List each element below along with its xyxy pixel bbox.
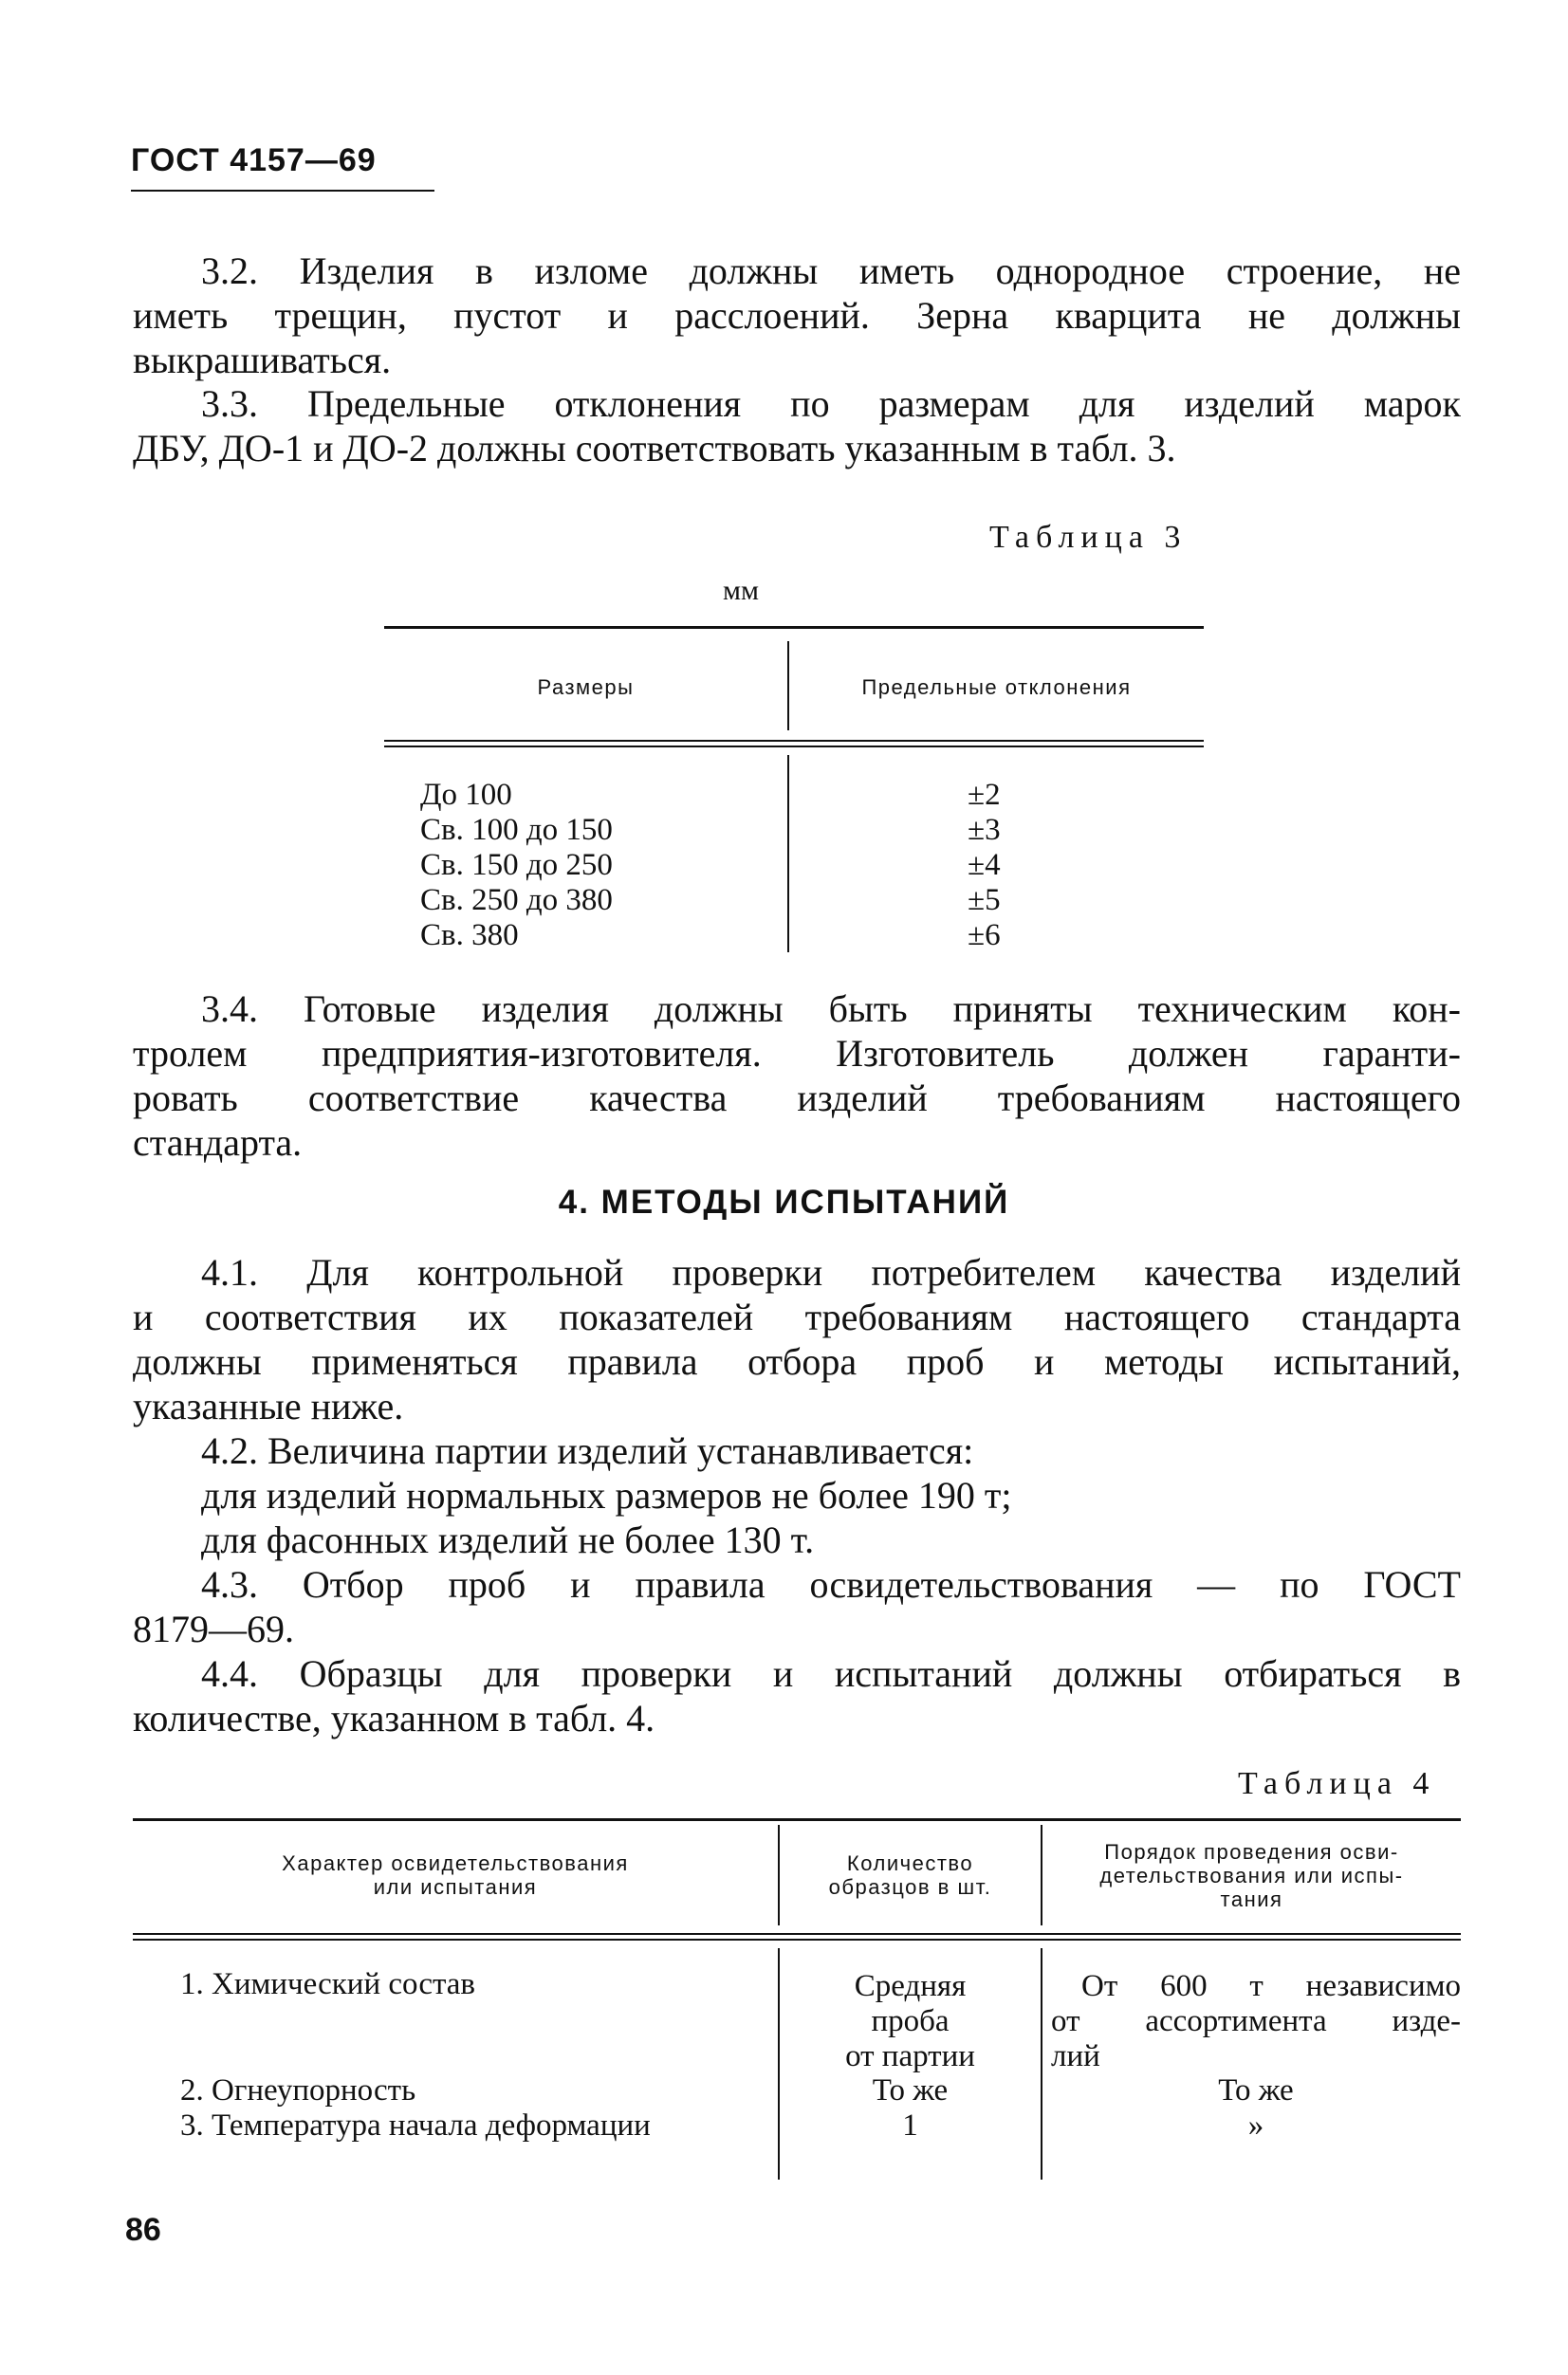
header-line: Характер освидетельствования: [282, 1851, 629, 1875]
cell-line: от партии: [845, 2039, 975, 2073]
table4-top-rule: [133, 1818, 1461, 1821]
table4-order: »: [1247, 2108, 1264, 2143]
text-line: и соответствия их показателей требованиям настоящего стандарта: [133, 1296, 1461, 1338]
text-line: 4.4. Образцы для проверки и испытаний должны отбираться в: [201, 1652, 1461, 1695]
text-line: 3.3. Предельные отклонения по размерам для изделий марок: [201, 382, 1461, 425]
text-line: для изделий нормальных размеров не более 190 т;: [201, 1474, 1012, 1517]
table4-header-rule-b: [133, 1939, 1461, 1941]
header-line: или испытания: [373, 1875, 538, 1899]
paragraph-4-4: [133, 1651, 1461, 1740]
text-line: 3.4. Готовые изделия должны быть приняты техническим кон-: [201, 987, 1461, 1030]
table3-header-sizes: Размеры: [537, 675, 635, 699]
table3-tolerance: ±3: [968, 813, 1001, 847]
table3-row: Св. 250 до 380: [420, 883, 613, 917]
table4-body-divider-2: [1041, 1948, 1042, 2180]
paragraph-3-3: [133, 381, 1461, 470]
table3-row: Св. 100 до 150: [420, 813, 613, 847]
table4-header-order: [1042, 1840, 1461, 1911]
table4-header-test: [133, 1851, 778, 1899]
header-line: тания: [1220, 1887, 1283, 1911]
section-heading: 4. МЕТОДЫ ИСПЫТАНИЙ: [558, 1184, 1010, 1221]
cell-line: Средняя: [854, 1969, 967, 2003]
page-number: 86: [125, 2212, 161, 2248]
table3-tolerance: ±6: [968, 918, 1001, 952]
table3-tolerance: ±2: [968, 778, 1001, 812]
table4-order: То же: [1218, 2073, 1294, 2108]
text-line: 8179—69.: [133, 1608, 294, 1650]
text-line: 4.2. Величина партии изделий устанавливается:: [201, 1429, 974, 1472]
table3-tolerance: ±5: [968, 883, 1001, 917]
text-line: количестве, указанном в табл. 4.: [133, 1697, 655, 1740]
table3-row: Св. 150 до 250: [420, 848, 613, 882]
table4-header-rule-a: [133, 1933, 1461, 1935]
paragraph-3-2: [133, 249, 1461, 382]
table3-top-rule: [384, 626, 1204, 629]
text-line: указанные ниже.: [133, 1385, 404, 1427]
table3-header-rule-a: [384, 740, 1204, 742]
text-line: 4.3. Отбор проб и правила освидетельствования — по ГОСТ: [201, 1563, 1461, 1606]
text-line: должны применяться правила отбора проб и методы испытаний,: [133, 1340, 1461, 1383]
text-line: для фасонных изделий не более 130 т.: [201, 1519, 815, 1561]
table3-row: До 100: [420, 778, 512, 812]
table3-header-rule-b: [384, 746, 1204, 747]
table4-header-quantity: [780, 1851, 1041, 1899]
table4-order: [1051, 1969, 1461, 2074]
document-header: ГОСТ 4157—69: [131, 142, 377, 178]
table3-tolerance: ±4: [968, 848, 1001, 882]
cell-line: От 600 т независимо: [1081, 1969, 1461, 2003]
paragraph-4-1: [133, 1250, 1461, 1428]
table4-test-name: 3. Температура начала деформации: [180, 2108, 651, 2143]
header-line: образцов в шт.: [828, 1875, 992, 1899]
table3-header-tolerances: Предельные отклонения: [861, 675, 1132, 699]
paragraph-3-4: [133, 986, 1461, 1165]
cell-line: проба: [871, 2004, 950, 2038]
table4-caption: Таблица 4: [1238, 1766, 1436, 1801]
header-line: детельствования или испы-: [1099, 1864, 1404, 1887]
table3-unit: мм: [723, 575, 759, 606]
table3-caption: Таблица 3: [989, 520, 1188, 555]
text-line: иметь трещин, пустот и расслоений. Зерна кварцита не должны: [133, 294, 1461, 337]
table3-row: Св. 380: [420, 918, 519, 952]
header-line: Количество: [846, 1851, 974, 1875]
text-line: ДБУ, ДО-1 и ДО-2 должны соответствовать указанным в табл. 3.: [133, 427, 1176, 469]
paragraph-4-3: [133, 1562, 1461, 1651]
text-line: ровать соответствие качества изделий требованиям настоящего: [133, 1077, 1461, 1119]
table3-body-divider: [787, 755, 789, 952]
text-line: тролем предприятия-изготовителя. Изготовитель должен гаранти-: [133, 1032, 1461, 1075]
cell-line: лий: [1051, 2039, 1100, 2073]
text-line: стандарта.: [133, 1121, 303, 1164]
table4-quantity: То же: [872, 2073, 949, 2108]
text-line: 3.2. Изделия в изломе должны иметь однородное строение, не: [201, 249, 1461, 292]
table4-quantity: 1: [902, 2108, 918, 2143]
text-line: 4.1. Для контрольной проверки потребителем качества изделий: [201, 1251, 1461, 1294]
table4-quantity: [780, 1969, 1041, 2074]
header-line: Порядок проведения осви-: [1104, 1840, 1399, 1864]
table4-test-name: 1. Химический состав: [180, 1967, 476, 2001]
table4-test-name: 2. Огнеупорность: [180, 2073, 416, 2108]
header-rule: [131, 190, 434, 192]
paragraph-4-2: [133, 1428, 1461, 1562]
text-line: выкрашиваться.: [133, 339, 392, 381]
cell-line: от ассортимента изде-: [1051, 2004, 1461, 2038]
